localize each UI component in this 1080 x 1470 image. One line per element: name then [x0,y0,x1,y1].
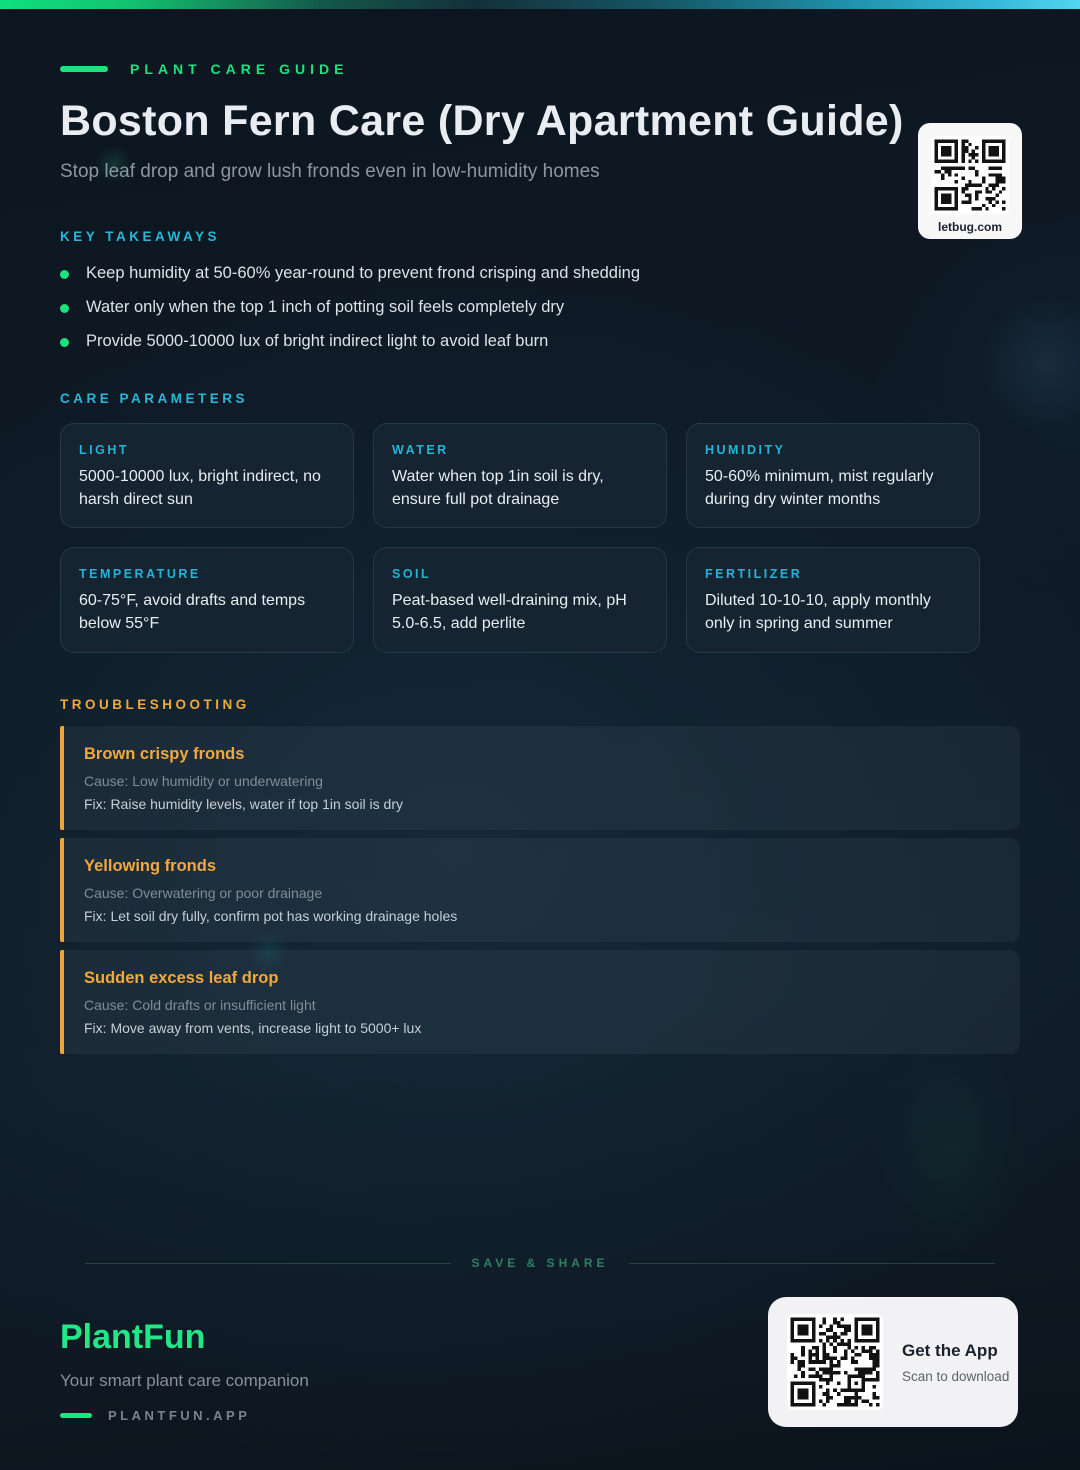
param-card-humidity [686,423,980,528]
issue-card-leaf-drop [60,950,1020,1054]
brand-block [60,1318,309,1423]
divider-line [85,1263,451,1264]
care-parameters-grid [60,423,980,653]
qr-code-icon [787,1314,883,1410]
issue-title: Yellowing fronds [84,856,217,875]
issue-card-brown-crispy-fronds [60,726,1020,830]
param-card-water [373,423,667,528]
header-qr-card [918,123,1022,239]
param-label: FERTILIZER [705,567,803,582]
param-text: 50-60% minimum, mist regularly during dry winter months [705,468,934,508]
divider-label: SAVE & SHARE [471,1256,609,1270]
param-text: Peat-based well-draining mix, pH 5.0-6.5, add perlite [392,592,627,633]
takeaway-text: Provide 5000-10000 lux of bright indirect light to avoid leaf burn [86,332,549,350]
website-label: PLANTFUN.APP [108,1408,251,1423]
key-takeaways-heading: KEY TAKEAWAYS [60,229,221,244]
issue-fix: Fix: Raise humidity levels, water if top 1in soil is dry [84,795,403,812]
troubleshooting-heading: TROUBLESHOOTING [60,696,250,712]
bullet-dot-icon [60,304,69,313]
param-text: 5000-10000 lux, bright indirect, no harsh direct sun [79,468,321,508]
header-eyebrow [60,61,1020,77]
param-text: Water when top 1in soil is dry, ensure full pot drainage [392,468,604,508]
bullet-dot-icon [60,270,69,279]
bullet-dot-icon [60,338,69,347]
param-card-fertilizer [686,547,980,652]
param-label: SOIL [392,567,432,582]
issue-cause: Cause: Cold drafts or insufficient light [84,996,316,1013]
accent-dash-icon [60,1413,92,1418]
param-card-light [60,423,354,528]
issue-title: Sudden excess leaf drop [84,968,279,987]
app-card-subtitle: Scan to download [902,1368,1010,1384]
param-text: 60-75°F, avoid drafts and temps below 55°F [79,592,306,633]
brand-site-row [60,1408,309,1423]
accent-dash-icon [60,66,108,72]
care-parameters-heading: CARE PARAMETERS [60,391,249,406]
brand-logo: PlantFun [60,1318,206,1356]
issue-card-yellowing-fronds [60,838,1020,942]
list-item [60,298,1020,317]
app-card-text [902,1341,1009,1384]
param-card-temperature [60,547,354,652]
param-label: LIGHT [79,443,129,457]
issue-fix: Fix: Let soil dry fully, confirm pot has working drainage holes [84,907,458,924]
list-item [60,264,1020,283]
issue-cause: Cause: Low humidity or underwatering [84,772,323,789]
page-subtitle: Stop leaf drop and grow lush fronds even in low-humidity homes [60,161,600,182]
app-card-title: Get the App [902,1340,998,1360]
qr-code-icon [931,136,1009,214]
divider-line [629,1263,995,1264]
eyebrow-label: PLANT CARE GUIDE [130,61,349,77]
brand-tagline: Your smart plant care companion [60,1371,309,1390]
key-takeaways-list [60,264,1020,351]
get-app-card [768,1297,1018,1427]
param-label: TEMPERATURE [79,567,201,582]
page-title: Boston Fern Care (Dry Apartment Guide) [60,97,904,145]
param-label: HUMIDITY [705,443,786,457]
param-text: Diluted 10-10-10, apply monthly only in spring and summer [705,592,931,633]
list-item [60,332,1020,351]
main-content [0,61,1080,1054]
issue-title: Brown crispy fronds [84,744,245,763]
issue-fix: Fix: Move away from vents, increase light to 5000+ lux [84,1019,422,1036]
qr-caption: letbug.com [937,220,1002,234]
issue-cause: Cause: Overwatering or poor drainage [84,884,323,901]
save-share-divider [85,1256,995,1270]
param-label: WATER [392,443,449,457]
takeaway-text: Keep humidity at 50-60% year-round to prevent frond crisping and shedding [86,264,641,282]
param-card-soil [373,547,667,652]
takeaway-text: Water only when the top 1 inch of potting soil feels completely dry [86,298,565,316]
top-gradient-bar [0,0,1080,9]
